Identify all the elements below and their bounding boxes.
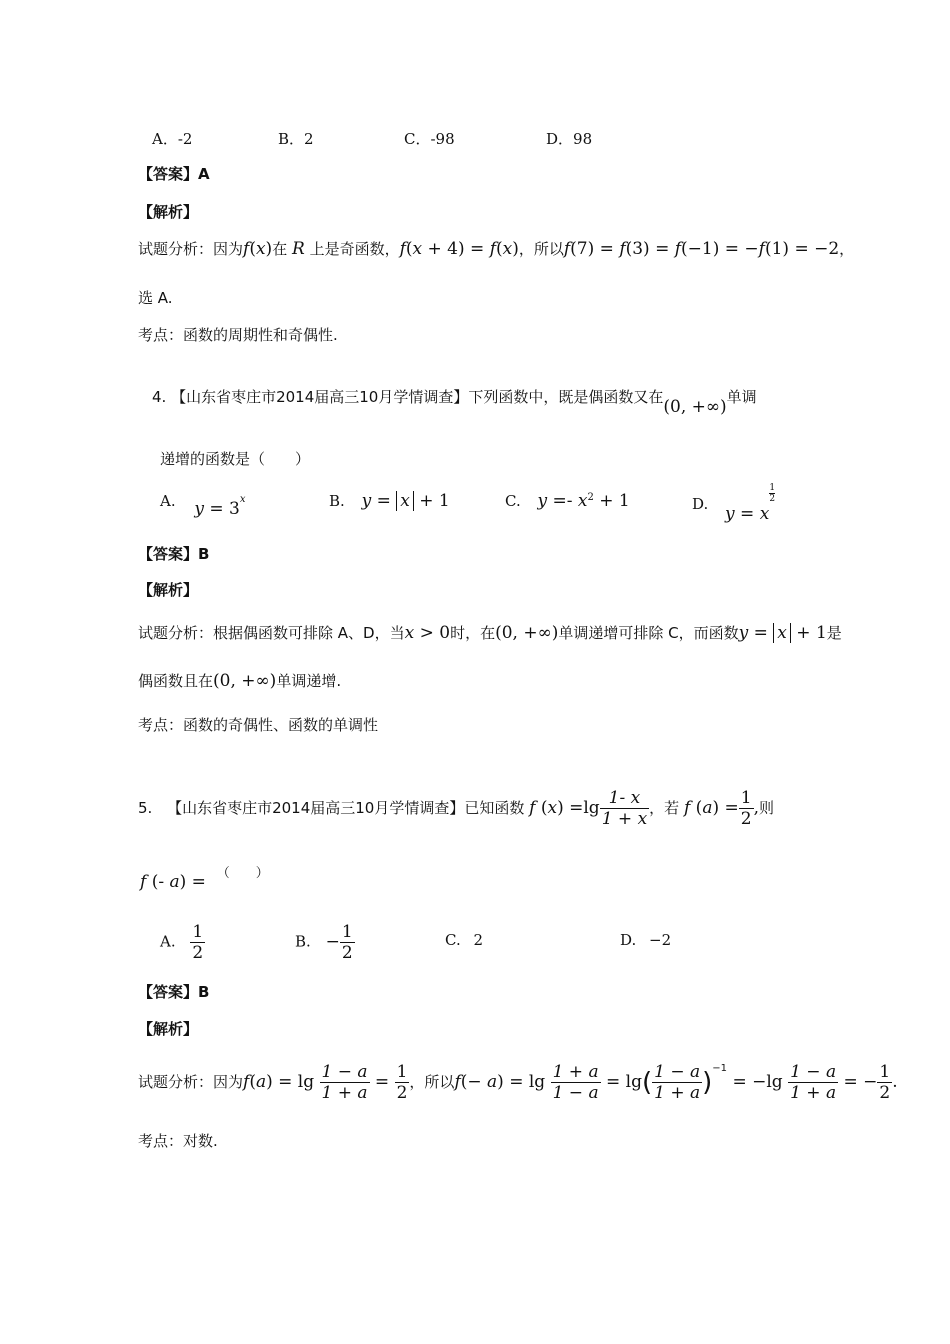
q3-answer xyxy=(138,163,210,184)
answer-value: B xyxy=(198,983,210,1001)
q4-answer xyxy=(138,543,209,564)
formula-chain: f xyxy=(563,239,571,259)
formula-fx: f xyxy=(243,239,250,259)
q5-source: 【山东省枣庄市2014届高三10月学情调查】 xyxy=(167,799,465,817)
option-value: 2 xyxy=(473,931,484,949)
q5-stem-line2: f (- a) = （ ） xyxy=(140,866,269,892)
q5-number: 5. xyxy=(138,799,153,817)
q5-answer xyxy=(138,981,209,1002)
q5-option-b: B. − $\frac{1}{2}$ xyxy=(295,922,353,963)
q3-option-d: D．98 xyxy=(546,130,593,148)
q3-option-b: B．2 xyxy=(278,130,314,148)
analysis-part5: 偶函数且在 xyxy=(138,672,214,690)
q3-analysis-tail: 选 A. xyxy=(138,289,173,307)
analysis-part2: 时，在 xyxy=(450,624,496,642)
analysis-mid3: ，所以 xyxy=(518,240,564,258)
answer-value: A xyxy=(198,165,210,183)
q5-option-a: A. $\frac{1}{2}$ xyxy=(160,922,204,963)
q4-point: 考点：函数的奇偶性、函数的单调性 xyxy=(138,716,379,734)
q5-option-d xyxy=(620,931,671,949)
analysis-part4: 是 xyxy=(826,624,842,642)
option-letter: B. xyxy=(295,932,311,951)
analysis-part6: 单调递增. xyxy=(276,672,342,690)
option-letter: D. xyxy=(620,931,637,949)
q4-number: 4. xyxy=(152,388,167,406)
analysis-mid: ，所以 xyxy=(409,1073,455,1091)
fraction-half: $\frac{1}{2}$ xyxy=(740,788,752,829)
q4-option-a: A. $y = 3^x$ xyxy=(160,492,246,519)
option-letter: A. xyxy=(160,492,176,510)
q3-analysis-line: 试题分析：因为f(x)在 R 上是奇函数，f(x + 4) = f(x)，所以f(7) = f(3) = f(−1) = −f(1) = −2， xyxy=(138,239,855,259)
set-r: R xyxy=(291,239,305,259)
q4-stem-line2: 递增的函数是（ ） xyxy=(160,450,311,468)
q5-point: 考点：对数. xyxy=(138,1132,218,1150)
analysis-part3: 单调递增可排除 C，而函数 xyxy=(558,624,739,642)
q5-stem-line1: 5. 【山东省枣庄市2014届高三10月学情调查】已知函数 f (x) =lg $\frac{1- x}{1 + x}$ ，若 f (a) = $\frac{1}{2}$ ,则 xyxy=(138,788,774,829)
q5-option-c xyxy=(445,931,483,949)
q5-stem1: 已知函数 xyxy=(464,799,525,817)
q4-analysis-line1: 试题分析：根据偶函数可排除 A、D，当x > 0时，在(0, +∞)单调递增可排除 C，而函数y = x + 1是 xyxy=(138,623,842,643)
q4-stem1-end: 单调 xyxy=(726,388,757,406)
fraction-1mx-1px: $\frac{1- x}{1 + x}$ xyxy=(601,788,648,829)
q3-option-a: A．-2 xyxy=(152,130,193,148)
q5-stem-end: 则 xyxy=(758,799,774,817)
option-value: −2 xyxy=(649,931,672,949)
interval-open: (0, +∞) xyxy=(663,397,727,417)
option-letter: B. xyxy=(329,492,345,510)
answer-label: 【答案】 xyxy=(138,545,199,563)
q3-point: 考点：函数的周期性和奇偶性. xyxy=(138,326,338,344)
q4-option-c: C. $y =- x^2 + 1$ xyxy=(505,491,630,511)
q4-analysis-line2: 偶函数且在(0, +∞)单调递增. xyxy=(138,671,342,691)
q3-analysis-label: 【解析】 xyxy=(138,203,199,221)
analysis-mid2: 上是奇函数， xyxy=(309,240,400,258)
analysis-prefix: 试题分析：因为 xyxy=(138,240,244,258)
q3-option-c: C．-98 xyxy=(404,130,455,148)
option-letter: A. xyxy=(160,932,176,951)
q4-option-b: B. y = x + 1 xyxy=(329,491,450,511)
q4-option-d: D. y = x $\frac{1}{2}$ xyxy=(692,483,776,524)
formula-period: f xyxy=(399,239,406,259)
q5-paren: （ ） xyxy=(216,866,269,881)
q4-analysis-label: 【解析】 xyxy=(138,581,199,599)
q4-source: 【山东省枣庄市2014届高三10月学情调查】 xyxy=(171,388,469,406)
option-letter: D. xyxy=(692,495,709,513)
analysis-prefix: 试题分析：因为 xyxy=(138,1073,244,1091)
answer-label: 【答案】 xyxy=(138,983,199,1001)
q4-stem1: 下列函数中，既是偶函数又在 xyxy=(468,388,664,406)
answer-label: 【答案】 xyxy=(138,165,199,183)
q5-analysis-line: 试题分析：因为f(a) = lg $\frac{1 - a}{1 + a}$ = $\frac{1}{2}$ ，所以f(− a) = lg $\frac{1 + a}{1 - a}$ = lg( $\frac{1 - a}{1 + a}$ )$^{-1}$ = −lg $\frac{1 - a}{1 + a}$ = − $\frac{1}{2}$ . xyxy=(138,1062,898,1103)
analysis-part1: 试题分析：根据偶函数可排除 A、D，当 xyxy=(138,624,405,642)
q5-analysis-label: 【解析】 xyxy=(138,1020,199,1038)
q5-stem-mid: ，若 xyxy=(649,799,680,817)
q4-stem-line1 xyxy=(152,386,757,417)
analysis-mid1: 在 xyxy=(272,240,288,258)
answer-value: B xyxy=(198,545,210,563)
option-letter: C. xyxy=(505,492,521,510)
option-letter: C. xyxy=(445,931,461,949)
